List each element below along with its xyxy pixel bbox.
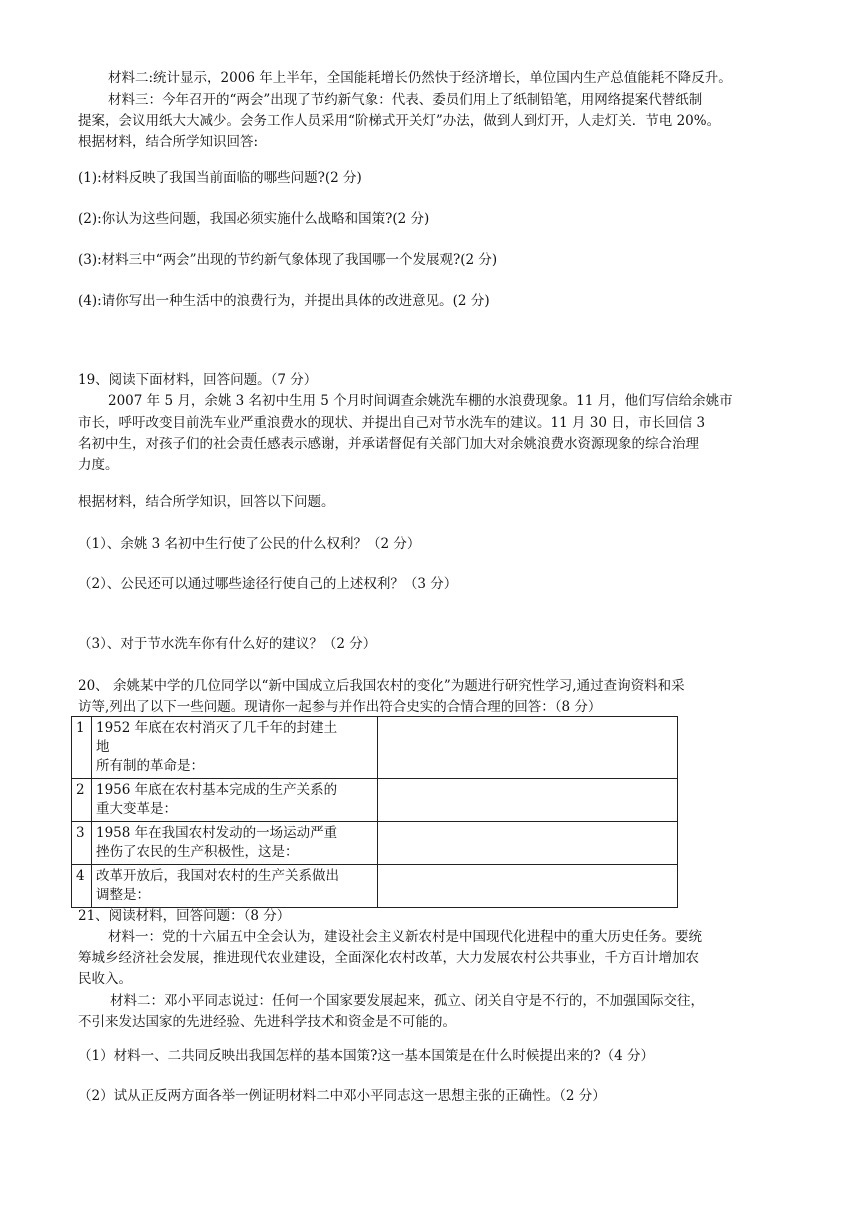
q19-title: 19、阅读下面材料，回答问题。（7 分）: [78, 372, 318, 388]
question-line: 挫伤了农民的生产积极性，这是：: [96, 844, 299, 860]
question-line: 改革开放后，我国对农村的生产关系做出: [96, 868, 339, 884]
question-line: 1958 年在我国农村发动的一场运动严重: [96, 825, 338, 841]
q19-part-3: （3）、对于节水洗车你有什么好的建议？（2 分）: [78, 636, 377, 652]
row-question: [92, 822, 378, 865]
answer-cell[interactable]: [378, 822, 678, 865]
q19-passage-line-3: 名初中生，对孩子们的社会责任感表示感谢，并承诺督促有关部门加大对余姚浪费水资源现象的综合治理: [78, 436, 699, 452]
answer-table: [71, 716, 678, 908]
answer-cell[interactable]: [378, 865, 678, 908]
q21-material-1-line-3: 民收入。: [78, 971, 132, 987]
q19-part-1: （1）、余姚 3 名初中生行使了公民的什么权利？（2 分）: [78, 536, 421, 552]
q18-part-1: (1):材料反映了我国当前面临的哪些问题?(2 分): [78, 170, 362, 186]
material-2: 材料二:统计显示，2006 年上半年，全国能耗增长仍然快于经济增长，单位国内生产总值能耗不降反升。: [108, 70, 732, 86]
q21-title: 21、阅读材料，回答问题：（8 分）: [78, 908, 291, 924]
row-question: [92, 717, 378, 779]
q21-material-2-line-2: 不引来发达国家的先进经验、先进科学技术和资金是不可能的。: [78, 1014, 456, 1030]
q20-line-1: 20、 余姚某中学的几位同学以“新中国成立后我国农村的变化”为题进行研究性学习,通过查询资料和采: [78, 678, 685, 694]
q19-passage-line-1: 2007 年 5 月，余姚 3 名初中生用 5 个月时间调查余姚洗车棚的水浪费现象。11 月，他们写信给余姚市: [108, 393, 733, 409]
question-line: 调整是：: [96, 887, 150, 903]
q19-part-2: （2）、公民还可以通过哪些途径行使自己的上述权利？（3 分）: [78, 576, 458, 592]
table-row: [72, 822, 678, 865]
q21-part-2: （2）试从正反两方面各举一例证明材料二中邓小平同志这一思想主张的正确性。（2 分）: [78, 1088, 606, 1104]
question-line: 地: [96, 739, 110, 755]
q20-line-2: 访等,列出了以下一些问题。现请你一起参与并作出符合史实的合情合理的回答：（8 分）: [78, 699, 602, 715]
row-question: [92, 779, 378, 822]
question-line: 所有制的革命是：: [96, 758, 204, 774]
table-row: [72, 717, 678, 779]
q18-part-4: (4):请你写出一种生活中的浪费行为，并提出具体的改进意见。(2 分): [78, 293, 490, 309]
row-number: 2: [72, 779, 92, 822]
table-row: [72, 865, 678, 908]
q21-material-1-line-1: 材料一：党的十六届五中全会认为，建设社会主义新农村是中国现代化进程中的重大历史任务。要统: [108, 929, 702, 945]
question-line: 1956 年底在农村基本完成的生产关系的: [96, 782, 338, 798]
row-number: 4: [72, 865, 92, 908]
q21-material-2-line-1: 材料二：邓小平同志说过：任何一个国家要发展起来，孤立、闭关自守是不行的，不加强国际交往，: [110, 993, 704, 1009]
row-number: 3: [72, 822, 92, 865]
q18-part-3: (3):材料三中“两会”出现的节约新气象体现了我国哪一个发展观?(2 分): [78, 252, 498, 268]
answer-cell[interactable]: [378, 779, 678, 822]
q21-material-1-line-2: 筹城乡经济社会发展，推进现代农业建设，全面深化农村改革，大力发展农村公共事业，千方百计增加农: [78, 950, 699, 966]
q19-passage-line-2: 市长，呼吁改变目前洗车业严重浪费水的现状、并提出自己对节水洗车的建议。11 月 30 日，市长回信 3: [78, 415, 706, 431]
question-line: 1952 年底在农村消灭了几千年的封建土: [96, 720, 338, 736]
material-3-line-2: 提案，会议用纸大大减少。会务工作人员采用“阶梯式开关灯”办法，做到人到灯开，人走灯关．节电 20%。: [78, 113, 721, 129]
question-line: 重大变革是：: [96, 801, 177, 817]
q19-instruction: 根据材料，结合所学知识，回答以下问题。: [78, 494, 335, 510]
q19-passage-line-4: 力度。: [78, 457, 119, 473]
material-3-line-1: 材料三：今年召开的“两会”出现了节约新气象：代表、委员们用上了纸制铅笔，用网络提案代替纸制: [108, 92, 703, 108]
q21-part-1: （1）材料一、二共同反映出我国怎样的基本国策?这一基本国策是在什么时候提出来的?（4 分）: [78, 1048, 654, 1064]
q18-part-2: (2):你认为这些问题，我国必须实施什么战略和国策?(2 分): [78, 211, 430, 227]
table-row: [72, 779, 678, 822]
answer-cell[interactable]: [378, 717, 678, 779]
row-number: 1: [72, 717, 92, 779]
row-question: [92, 865, 378, 908]
q18-instruction: 根据材料，结合所学知识回答:: [78, 134, 259, 150]
